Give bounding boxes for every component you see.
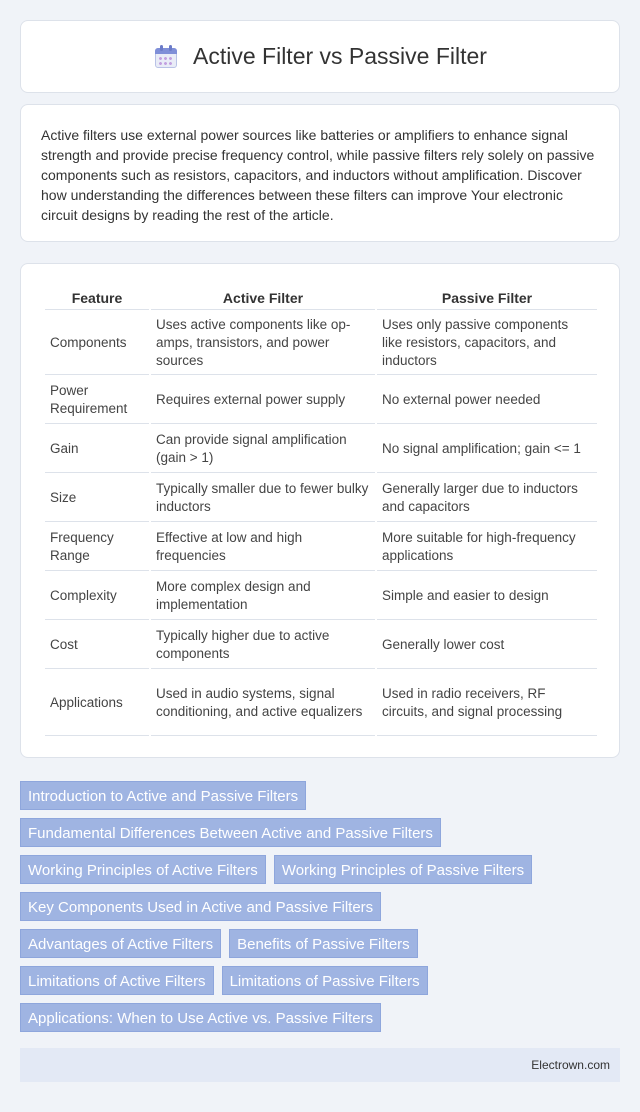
feature-cell: Components xyxy=(45,312,149,375)
passive-cell: Generally lower cost xyxy=(377,622,597,669)
topic-link[interactable]: Advantages of Active Filters xyxy=(20,929,221,958)
topic-link[interactable]: Limitations of Active Filters xyxy=(20,966,214,995)
topic-link[interactable]: Fundamental Differences Between Active and Passive Filters xyxy=(20,818,441,847)
topic-link[interactable]: Applications: When to Use Active vs. Passive Filters xyxy=(20,1003,381,1032)
topic-link[interactable]: Working Principles of Active Filters xyxy=(20,855,266,884)
comparison-table-card xyxy=(20,263,620,758)
calendar-icon xyxy=(153,44,179,70)
table-row xyxy=(45,622,597,669)
topic-link[interactable]: Limitations of Passive Filters xyxy=(222,966,428,995)
table-row xyxy=(45,475,597,522)
active-cell: Effective at low and high frequencies xyxy=(151,524,375,571)
table-row xyxy=(45,312,597,375)
passive-cell: More suitable for high-frequency applications xyxy=(377,524,597,571)
passive-cell: No external power needed xyxy=(377,377,597,424)
column-header-passive: Passive Filter xyxy=(377,286,597,310)
active-cell: Typically smaller due to fewer bulky inductors xyxy=(151,475,375,522)
table-row xyxy=(45,377,597,424)
intro-card xyxy=(20,104,620,242)
passive-cell: Generally larger due to inductors and capacitors xyxy=(377,475,597,522)
feature-cell: Gain xyxy=(45,426,149,473)
feature-cell: Power Requirement xyxy=(45,377,149,424)
active-cell: Uses active components like op-amps, transistors, and power sources xyxy=(151,312,375,375)
column-header-active: Active Filter xyxy=(151,286,375,310)
active-cell: Typically higher due to active components xyxy=(151,622,375,669)
table-row xyxy=(45,426,597,473)
passive-cell: Simple and easier to design xyxy=(377,573,597,620)
header-card xyxy=(20,20,620,93)
passive-cell: Uses only passive components like resistors, capacitors, and inductors xyxy=(377,312,597,375)
active-cell: Requires external power supply xyxy=(151,377,375,424)
topic-links xyxy=(20,781,620,1040)
active-cell: Used in audio systems, signal conditioning, and active equalizers xyxy=(151,671,375,736)
comparison-table xyxy=(43,284,599,738)
topic-link[interactable]: Working Principles of Passive Filters xyxy=(274,855,532,884)
feature-cell: Applications xyxy=(45,671,149,736)
passive-cell: Used in radio receivers, RF circuits, and signal processing xyxy=(377,671,597,736)
footer-site-name: Electrown.com xyxy=(531,1058,610,1072)
feature-cell: Cost xyxy=(45,622,149,669)
table-row xyxy=(45,524,597,571)
table-row xyxy=(45,573,597,620)
column-header-feature: Feature xyxy=(45,286,149,310)
intro-paragraph: Active filters use external power sources like batteries or amplifiers to enhance signal strength and provide precise frequency control, while passive filters rely solely on passive components such as resistors, capacitors, and inductors without amplification. Discover how understanding the differences between these filters can improve Your electronic circuit designs by reading the rest of the article. xyxy=(41,127,595,223)
page-title: Active Filter vs Passive Filter xyxy=(193,43,487,69)
footer xyxy=(20,1048,620,1082)
table-header-row xyxy=(45,286,597,310)
topic-link[interactable]: Introduction to Active and Passive Filters xyxy=(20,781,306,810)
topic-link[interactable]: Benefits of Passive Filters xyxy=(229,929,418,958)
active-cell: More complex design and implementation xyxy=(151,573,375,620)
feature-cell: Frequency Range xyxy=(45,524,149,571)
table-row xyxy=(45,671,597,736)
topic-link[interactable]: Key Components Used in Active and Passive Filters xyxy=(20,892,381,921)
passive-cell: No signal amplification; gain <= 1 xyxy=(377,426,597,473)
feature-cell: Size xyxy=(45,475,149,522)
active-cell: Can provide signal amplification (gain > 1) xyxy=(151,426,375,473)
feature-cell: Complexity xyxy=(45,573,149,620)
